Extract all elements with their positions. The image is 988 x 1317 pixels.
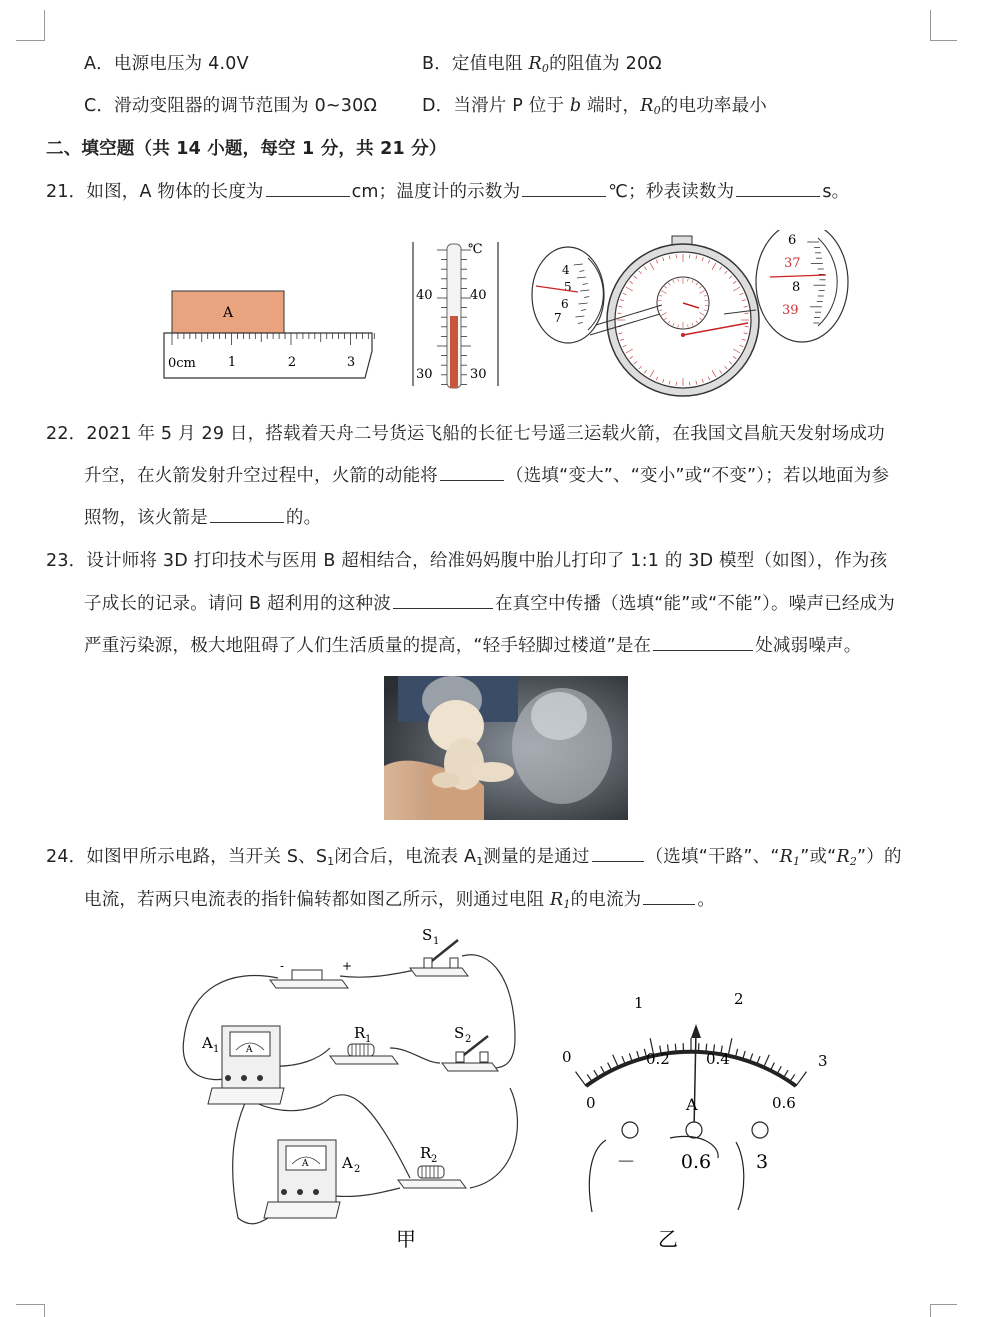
thermo-unit: ℃ (468, 242, 483, 257)
circuit-diagram (170, 918, 550, 1258)
bubble-label: 6 (788, 233, 796, 248)
scale-bottom: 0 (586, 1094, 596, 1112)
thermo-label: 30 (416, 367, 433, 382)
bubble-label: 4 (562, 263, 570, 277)
resistor-r2 (398, 1144, 466, 1188)
text: R (780, 847, 793, 867)
text: cm；温度计的示数为 (352, 182, 521, 202)
scale-bottom: 0.4 (706, 1050, 730, 1068)
text: 测量的是通过 (483, 847, 589, 867)
scale-top: 2 (734, 990, 744, 1008)
thermo-label: 40 (470, 288, 487, 303)
label: A (201, 1034, 213, 1052)
label: R (420, 1144, 432, 1162)
tick-mark (587, 1074, 592, 1081)
text: （选填“变大”、“变小”或“不变”）；若以地面为参 (506, 466, 889, 486)
label: 2 (354, 1164, 360, 1175)
text: 升空，在火箭发射升空过程中，火箭的动能将 (84, 466, 438, 486)
q20-option-c: C．滑动变阻器的调节范围为 0~30Ω (84, 92, 377, 117)
ruler-unit: 0cm (168, 356, 196, 371)
fetus-model-photo (384, 676, 628, 820)
corner-mark (930, 1304, 957, 1317)
terminal (752, 1122, 768, 1138)
label: R (354, 1024, 366, 1042)
text: 子成长的记录。请问 B 超利用的这种波 (84, 594, 391, 614)
switch-s1 (410, 926, 468, 976)
q22-line1: 22．2021 年 5 月 29 日，搭载着天舟二号货运飞船的长征七号遥三运载火箭，在我国文昌航天发射场成功 (46, 420, 885, 445)
text: 电流，若两只电流表的指针偏转都如图乙所示，则通过电阻 (84, 890, 550, 910)
label: S (454, 1024, 464, 1042)
q24-line1 (46, 843, 902, 868)
text: 21．如图，A 物体的长度为 (46, 182, 264, 202)
label: 1 (365, 1034, 371, 1045)
figure-caption: 乙 (658, 1227, 678, 1251)
block-label: A (222, 305, 234, 321)
switch-s2 (442, 1024, 498, 1071)
label: A (301, 1159, 309, 1169)
answer-blank[interactable] (393, 607, 493, 609)
text: 24．如图甲所示电路，当开关 S、S (46, 847, 327, 867)
text: 0 (654, 104, 661, 117)
text: 照物，该火箭是 (84, 508, 208, 528)
q23-line1: 23．设计师将 3D 打印技术与医用 B 超相结合，给准妈妈腹中胎儿打印了 1:1 的 3D 模型（如图），作为孩 (46, 547, 887, 572)
ruler-tick-label: 3 (347, 355, 355, 370)
label: 1 (433, 936, 439, 947)
q20-option-b (422, 50, 662, 75)
scale-top: 3 (818, 1052, 828, 1070)
terminal-label: 3 (756, 1151, 768, 1173)
text: 端时， (581, 96, 640, 116)
ruler-tick-label: 2 (288, 355, 296, 370)
tick-mark (576, 1072, 587, 1087)
q24-line2 (84, 886, 715, 911)
answer-blank[interactable] (266, 195, 350, 197)
text: R (528, 54, 541, 74)
answer-blank[interactable] (210, 521, 284, 523)
ammeter-a2 (264, 1140, 360, 1218)
q21-text (46, 178, 849, 203)
text: 的。 (286, 508, 321, 528)
text: ”或“ (800, 847, 836, 867)
text: （选填“干路”、“ (646, 847, 780, 867)
corner-mark (16, 10, 45, 41)
label: 1 (213, 1044, 219, 1055)
text: 2 (850, 855, 857, 868)
label: A (341, 1154, 353, 1172)
tick-mark (613, 1055, 619, 1068)
corner-mark (930, 10, 957, 41)
terminal-label: 0.6 (681, 1151, 711, 1173)
tick-mark (796, 1072, 807, 1087)
tick-mark (790, 1074, 795, 1081)
bubble-label: 7 (554, 311, 562, 325)
text: 闭合后，电流表 A (334, 847, 476, 867)
terminal (686, 1122, 702, 1138)
q21-figures (150, 230, 870, 400)
answer-blank[interactable] (522, 195, 606, 197)
terminal-label: － (616, 1151, 635, 1173)
text: R (550, 890, 563, 910)
thermo-label: 40 (416, 288, 433, 303)
q20-option-a: A．电源电压为 4.0V (84, 50, 249, 75)
text: 1 (563, 898, 570, 911)
stopwatch-figure (532, 230, 848, 396)
ruler-figure (164, 291, 374, 378)
bubble-label: 5 (564, 280, 572, 294)
battery (270, 959, 352, 988)
answer-blank[interactable] (736, 195, 820, 197)
thermometer-figure (413, 242, 498, 388)
scale-top: 0 (562, 1048, 572, 1066)
answer-blank[interactable] (653, 649, 753, 651)
tick-mark (764, 1055, 770, 1068)
text: 的电功率最小 (661, 96, 767, 116)
text: ”）的 (857, 847, 902, 867)
text: 的电流为 (571, 890, 642, 910)
text: B．定值电阻 (422, 54, 528, 74)
text: 。 (697, 890, 715, 910)
thermo-label: 30 (470, 367, 487, 382)
q22-line2 (84, 462, 889, 487)
text: D．当滑片 P 位于 (422, 96, 570, 116)
text: ℃；秒表读数为 (608, 182, 734, 202)
meter-unit: A (685, 1095, 698, 1114)
text: 1 (476, 855, 483, 868)
bubble-label: 37 (784, 256, 801, 271)
q23-line2 (84, 590, 895, 615)
text: s。 (822, 182, 849, 202)
bubble-label: 39 (782, 303, 799, 318)
scale-bottom: 0.2 (646, 1050, 670, 1068)
bubble-label: 6 (561, 297, 569, 311)
section-title: 二、填空题（共 14 小题，每空 1 分，共 21 分） (46, 135, 447, 160)
terminal (622, 1122, 638, 1138)
scale-bottom: 0.6 (772, 1094, 796, 1112)
battery-plus: + (342, 959, 352, 973)
text: b (570, 96, 581, 116)
meter-dial (550, 980, 850, 1260)
ammeter-a1 (201, 1026, 284, 1104)
answer-blank[interactable] (592, 860, 644, 862)
text: 的阻值为 20Ω (549, 54, 662, 74)
corner-mark (16, 1304, 45, 1317)
resistor-r1 (330, 1024, 398, 1064)
text: 严重污染源，极大地阻碍了人们生活质量的提高，“轻手轻脚过楼道”是在 (84, 636, 651, 656)
q23-line3 (84, 632, 861, 657)
text: 0 (542, 62, 549, 75)
answer-blank[interactable] (643, 903, 695, 905)
bubble-label: 8 (792, 280, 800, 295)
label: S (422, 926, 432, 944)
label: 2 (465, 1034, 471, 1045)
text: 处减弱噪声。 (755, 636, 861, 656)
tick-mark (675, 1044, 676, 1053)
q22-line3 (84, 504, 321, 529)
text: 在真空中传播（选填“能”或“不能”）。噪声已经成为 (495, 594, 895, 614)
text: R (640, 96, 653, 116)
answer-blank[interactable] (440, 479, 504, 481)
text: 1 (793, 855, 800, 868)
text: 1 (327, 855, 334, 868)
ruler-tick-label: 1 (228, 355, 236, 370)
label: A (245, 1045, 253, 1055)
q20-option-d (422, 92, 767, 117)
scale-top: 1 (634, 994, 644, 1012)
text: R (836, 847, 849, 867)
label: 2 (431, 1154, 437, 1165)
battery-minus: - (280, 959, 284, 973)
figure-caption: 甲 (396, 1227, 416, 1251)
